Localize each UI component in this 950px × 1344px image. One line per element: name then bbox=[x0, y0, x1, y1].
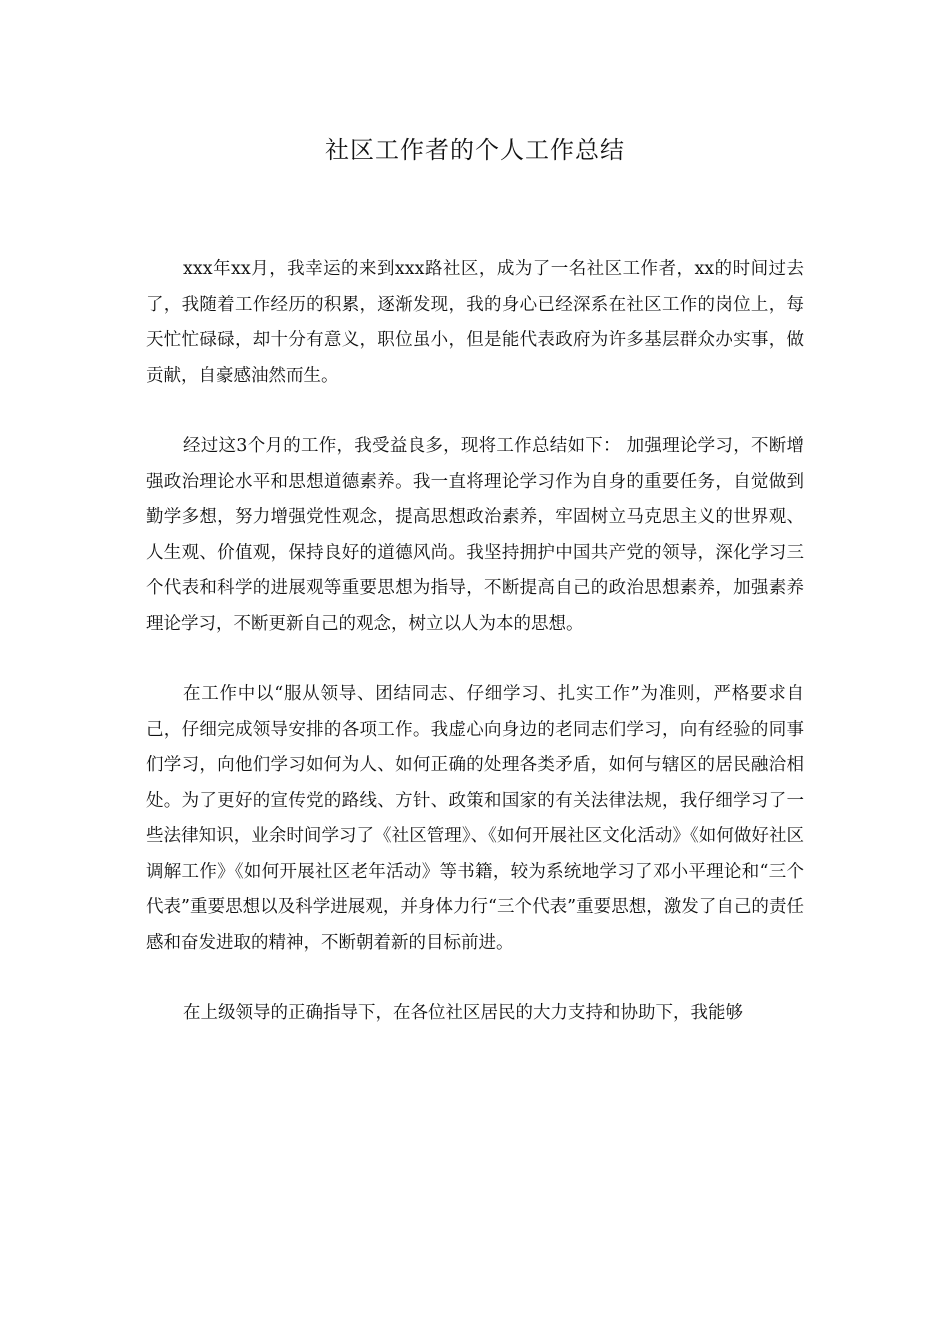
document-title: 社区工作者的个人工作总结 bbox=[325, 136, 625, 164]
paragraph-3: 在工作中以“服从领导、团结同志、仔细学习、扎实工作”为准则，严格要求自己，仔细完成领导安排的各项工作。我虚心向身边的老同志们学习，向有经验的同事们学习，向他们学习如何为人、如何正确的处理各类矛盾，如何与辖区的居民融洽相处。为了更好的宣传党的路线、方针、政策和国家的有关法律法规，我仔细学习了一些法律知识，业余时间学习了《社区管理》、《如何开展社区文化活动》《如何做好社区调解工作》《如何开展社区老年活动》等书籍，较为系统地学习了邓小平理论和“三个代表”重要思想以及科学进展观，并身体力行“三个代表”重要思想，激发了自己的责任感和奋发进取的精神，不断朝着新的目标前进。 bbox=[146, 684, 804, 953]
paragraph-2: 经过这3个月的工作，我受益良多，现将工作总结如下： 加强理论学习，不断增强政治理论水平和思想道德素养。我一直将理论学习作为自身的重要任务，自觉做到勤学多想，努力增强党性观念，提高思想政治素养，牢固树立马克思主义的世界观、人生观、价值观，保持良好的道德风尚。我坚持拥护中国共产党的领导，深化学习三个代表和科学的进展观等重要思想为指导，不断提高自己的政治思想素养，加强素养理论学习，不断更新自己的观念，树立以人为本的思想。 bbox=[146, 436, 804, 634]
paragraph-1: xxx年xx月，我幸运的来到xxx路社区，成为了一名社区工作者，xx的时间过去了，我随着工作经历的积累，逐渐发现，我的身心已经深系在社区工作的岗位上，每天忙忙碌碌，却十分有意义，职位虽小，但是能代表政府为许多基层群众办实事，做贡献，自豪感油然而生。 bbox=[146, 259, 804, 386]
paragraph-4: 在上级领导的正确指导下，在各位社区居民的大力支持和协助下，我能够 bbox=[183, 1003, 743, 1023]
document-body bbox=[146, 252, 804, 1067]
